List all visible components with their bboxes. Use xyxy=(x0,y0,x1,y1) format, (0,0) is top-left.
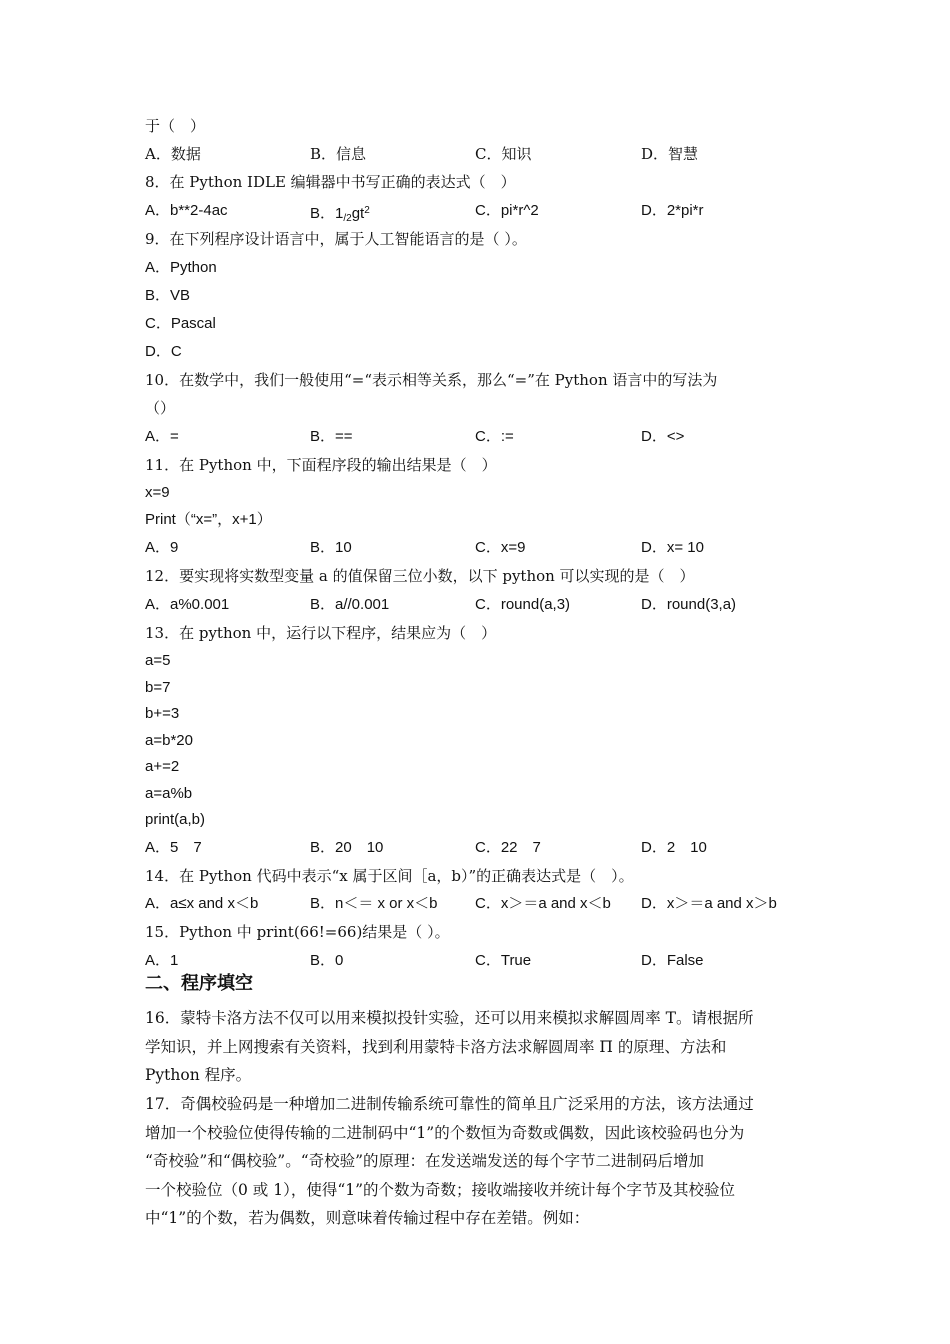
q13-option-a: A．5 7 xyxy=(145,839,202,856)
q8-option-d: D．2*pi*r xyxy=(641,202,704,219)
q11-option-d: D．x= 10 xyxy=(641,539,704,556)
q14-option-a: A．a≤x and x＜b xyxy=(145,895,259,912)
q8-option-b-mid: gt xyxy=(351,205,365,222)
q11-options xyxy=(145,538,825,558)
q8-option-b xyxy=(310,201,370,229)
q13-options xyxy=(145,838,825,858)
q10-option-b: B．== xyxy=(310,428,353,445)
q7-options xyxy=(145,144,825,164)
q17-line: 中“1”的个数，若为偶数，则意味着传输过程中存在差错。例如： xyxy=(145,1209,590,1227)
q13-option-c: C．22 7 xyxy=(475,839,541,856)
q13-stem: 13．在 python 中，运行以下程序，结果应为（ ） xyxy=(145,624,497,642)
q10-options xyxy=(145,427,825,447)
q15-stem: 15．Python 中 print(66!=66)结果是（ ）。 xyxy=(145,923,450,941)
q9-option-b: B．VB xyxy=(145,287,191,304)
q17-line: 一个校验位（0 或 1），使得“1”的个数为奇数；接收端接收并统计每个字节及其校验位 xyxy=(145,1180,736,1199)
q9-option-a: A．Python xyxy=(145,259,217,276)
q12-option-d: D．round(3,a) xyxy=(641,596,737,613)
q8-stem: 8．在 Python IDLE 编辑器中书写正确的表达式（ ） xyxy=(145,173,516,191)
q11-code-line: Print（“x=”，x+1） xyxy=(145,511,272,528)
q14-stem: 14．在 Python 代码中表示“x 属于区间［a，b）”的正确表达式是（ ）。 xyxy=(145,867,634,885)
q9-option-c: C．Pascal xyxy=(145,315,216,332)
q7-stem-tail: 于（ ） xyxy=(145,117,206,135)
q13-option-b: B．20 10 xyxy=(310,839,384,856)
q9-option-d: D．C xyxy=(145,343,182,360)
q16-line: 16．蒙特卡洛方法不仅可以用来模拟投针实验，还可以用来模拟求解圆周率 T。请根据所 xyxy=(145,1009,754,1027)
q15-option-c: C．True xyxy=(475,952,532,969)
q12-options xyxy=(145,595,825,615)
section-title: 二、程序填空 xyxy=(145,973,253,994)
q10-stem-line2: （） xyxy=(145,399,176,417)
q17-paragraph xyxy=(145,1090,815,1233)
q13-code-line: a=a%b xyxy=(145,785,193,802)
q16-paragraph xyxy=(145,1004,815,1090)
q8-option-a: A．b**2-4ac xyxy=(145,202,228,219)
q11-option-a: A．9 xyxy=(145,539,179,556)
q15-option-b: B．0 xyxy=(310,952,344,969)
q17-line: 增加一个校验位使得传输的二进制码中“1”的个数恒为奇数或偶数，因此该校验码也分为 xyxy=(145,1123,745,1142)
q14-options xyxy=(145,894,825,914)
q13-code-line: a=b*20 xyxy=(145,732,193,749)
q8-option-b-superscript: 2 xyxy=(364,205,370,216)
q12-option-b: B．a//0.001 xyxy=(310,596,390,613)
q11-option-b: B．10 xyxy=(310,539,352,556)
q7-option-c: C．知识 xyxy=(475,145,532,163)
q14-option-b: B．n＜＝ x or x＜b xyxy=(310,895,438,912)
q8-option-b-subscript: /2 xyxy=(343,213,352,224)
q13-code-line: a+=2 xyxy=(145,758,180,775)
q13-option-d: D．2 10 xyxy=(641,839,707,856)
q8-option-b-prefix: B．1 xyxy=(310,205,344,222)
q17-line: “奇校验”和“偶校验”。“奇校验”的原理：在发送端发送的每个字节二进制码后增加 xyxy=(145,1152,705,1170)
q7-option-a: A．数据 xyxy=(145,145,201,163)
q10-option-c: C．:= xyxy=(475,428,514,445)
q13-code-line: b=7 xyxy=(145,679,171,696)
q8-option-c: C．pi*r^2 xyxy=(475,202,539,219)
q7-option-b: B．信息 xyxy=(310,145,367,163)
q11-option-c: C．x=9 xyxy=(475,539,526,556)
q17-line: 17．奇偶校验码是一种增加二进制传输系统可靠性的简单且广泛采用的方法，该方法通过 xyxy=(145,1095,754,1113)
q15-option-d: D．False xyxy=(641,952,704,969)
q12-stem: 12．要实现将实数型变量 a 的值保留三位小数，以下 python 可以实现的是（ ） xyxy=(145,567,695,585)
q15-option-a: A．1 xyxy=(145,952,179,969)
q13-code-line: print(a,b) xyxy=(145,811,206,828)
q10-option-a: A．= xyxy=(145,428,179,445)
q7-option-d: D．智慧 xyxy=(641,145,699,163)
q9-stem: 9．在下列程序设计语言中，属于人工智能语言的是（ ）。 xyxy=(145,230,527,248)
q10-option-d: D．<> xyxy=(641,428,685,445)
q11-stem: 11．在 Python 中，下面程序段的输出结果是（ ） xyxy=(145,456,497,474)
q16-line: Python 程序。 xyxy=(145,1066,252,1084)
q12-option-a: A．a%0.001 xyxy=(145,596,230,613)
q14-option-c: C．x＞＝a and x＜b xyxy=(475,895,611,912)
q13-code-line: b+=3 xyxy=(145,705,180,722)
q8-options xyxy=(145,201,825,224)
q13-code-line: a=5 xyxy=(145,652,171,669)
q14-option-d: D．x＞＝a and x＞b xyxy=(641,895,777,912)
q10-stem-line1: 10．在数学中，我们一般使用“=“表示相等关系，那么“=”在 Python 语言中的写法为 xyxy=(145,371,718,389)
q16-line: 学知识，并上网搜索有关资料，找到利用蒙特卡洛方法求解圆周率 Π 的原理、方法和 xyxy=(145,1037,727,1056)
q12-option-c: C．round(a,3) xyxy=(475,596,571,613)
q15-options xyxy=(145,951,825,971)
q11-code-line: x=9 xyxy=(145,484,170,501)
